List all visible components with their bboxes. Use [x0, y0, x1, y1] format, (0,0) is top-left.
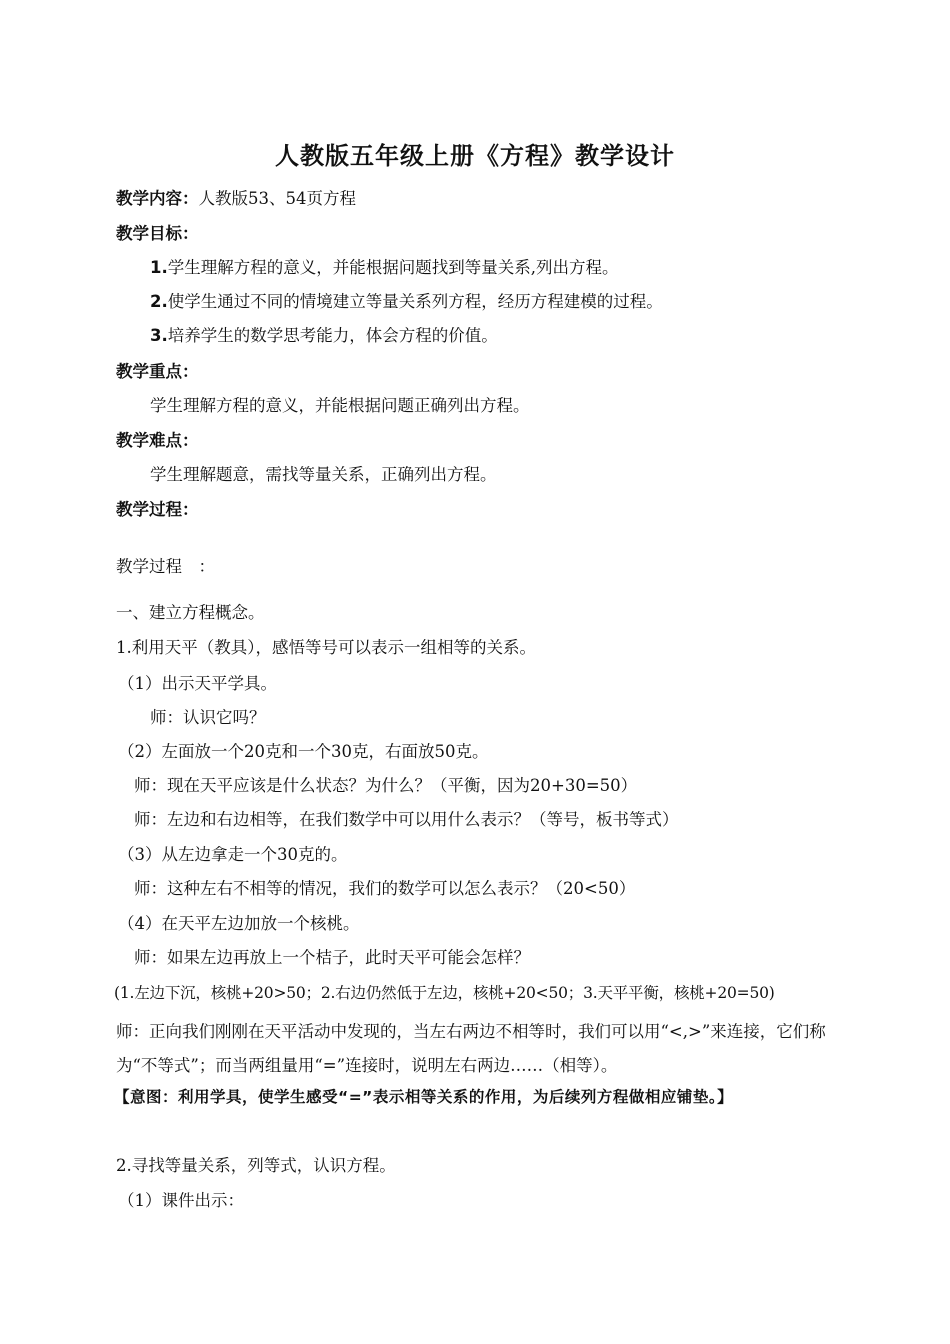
goal-item: [150, 324, 850, 348]
key-label: 教学重点：: [116, 362, 199, 381]
answer-line: (1.左边下沉，核桃+20>50；2.右边仍然低于左边，核桃+20<50；3.天平平衡，核桃+20=50): [114, 984, 775, 1002]
goal-item: [150, 256, 850, 280]
process-label: 教学过程：: [116, 500, 199, 519]
goal-text: 使学生通过不同的情境建立等量关系列方程，经历方程建模的过程。: [167, 292, 663, 311]
content-value: 人教版53、54页方程: [198, 189, 356, 208]
intent-note: 【意图：利用学具，使学生感受“=”表示相等关系的作用，为后续列方程做相应铺垫。】: [114, 1088, 734, 1106]
teacher-line: 师：现在天平应该是什么状态？为什么？（平衡，因为20+30=50）: [134, 776, 638, 795]
step-heading: 1.利用天平（教具），感悟等号可以表示一组相等的关系。: [116, 638, 536, 657]
difficult-label: 教学难点：: [116, 431, 199, 450]
sub-step: （4）在天平左边加放一个核桃。: [118, 914, 360, 933]
goal-text: 培养学生的数学思考能力，体会方程的价值。: [167, 326, 498, 345]
teacher-line: 师：这种左右不相等的情况，我们的数学可以怎么表示？（20<50）: [134, 879, 636, 898]
teacher-line: 师：左边和右边相等，在我们数学中可以用什么表示？（等号，板书等式）: [134, 810, 679, 829]
teacher-line: 师：如果左边再放上一个桔子，此时天平可能会怎样？: [134, 948, 530, 967]
goals-label: 教学目标：: [116, 224, 199, 243]
document-title: 人教版五年级上册《方程》教学设计: [275, 142, 675, 170]
section-heading: 一、建立方程概念。: [116, 603, 265, 622]
key-text: 学生理解方程的意义，并能根据问题正确列出方程。: [150, 396, 530, 415]
difficult-text: 学生理解题意，需找等量关系，正确列出方程。: [150, 465, 497, 484]
content-line: [116, 187, 850, 211]
goal-text: 学生理解方程的意义，并能根据问题找到等量关系,列出方程。: [167, 258, 619, 277]
goal-number: 3.: [150, 326, 168, 345]
goal-item: [150, 290, 850, 314]
sub-step: （3）从左边拿走一个30克的。: [118, 845, 348, 864]
content-label: 教学内容：: [116, 189, 199, 208]
teacher-line: 师：认识它吗？: [150, 708, 266, 727]
sub-step: （2）左面放一个20克和一个30克，右面放50克。: [118, 742, 489, 761]
sub-step: （1）课件出示：: [118, 1191, 244, 1210]
step-heading: 2.寻找等量关系，列等式，认识方程。: [116, 1156, 396, 1175]
goal-number: 1.: [150, 258, 168, 277]
process-label-plain: 教学过程 ：: [116, 557, 215, 576]
summary-paragraph: 师：正向我们刚刚在天平活动中发现的，当左右两边不相等时，我们可以用“<,>”来连接，它们称为“不等式”；而当两组量用“=”连接时，说明左右两边……（相等）。: [116, 1022, 826, 1075]
sub-step: （1）出示天平学具。: [118, 674, 277, 693]
goal-number: 2.: [150, 292, 168, 311]
